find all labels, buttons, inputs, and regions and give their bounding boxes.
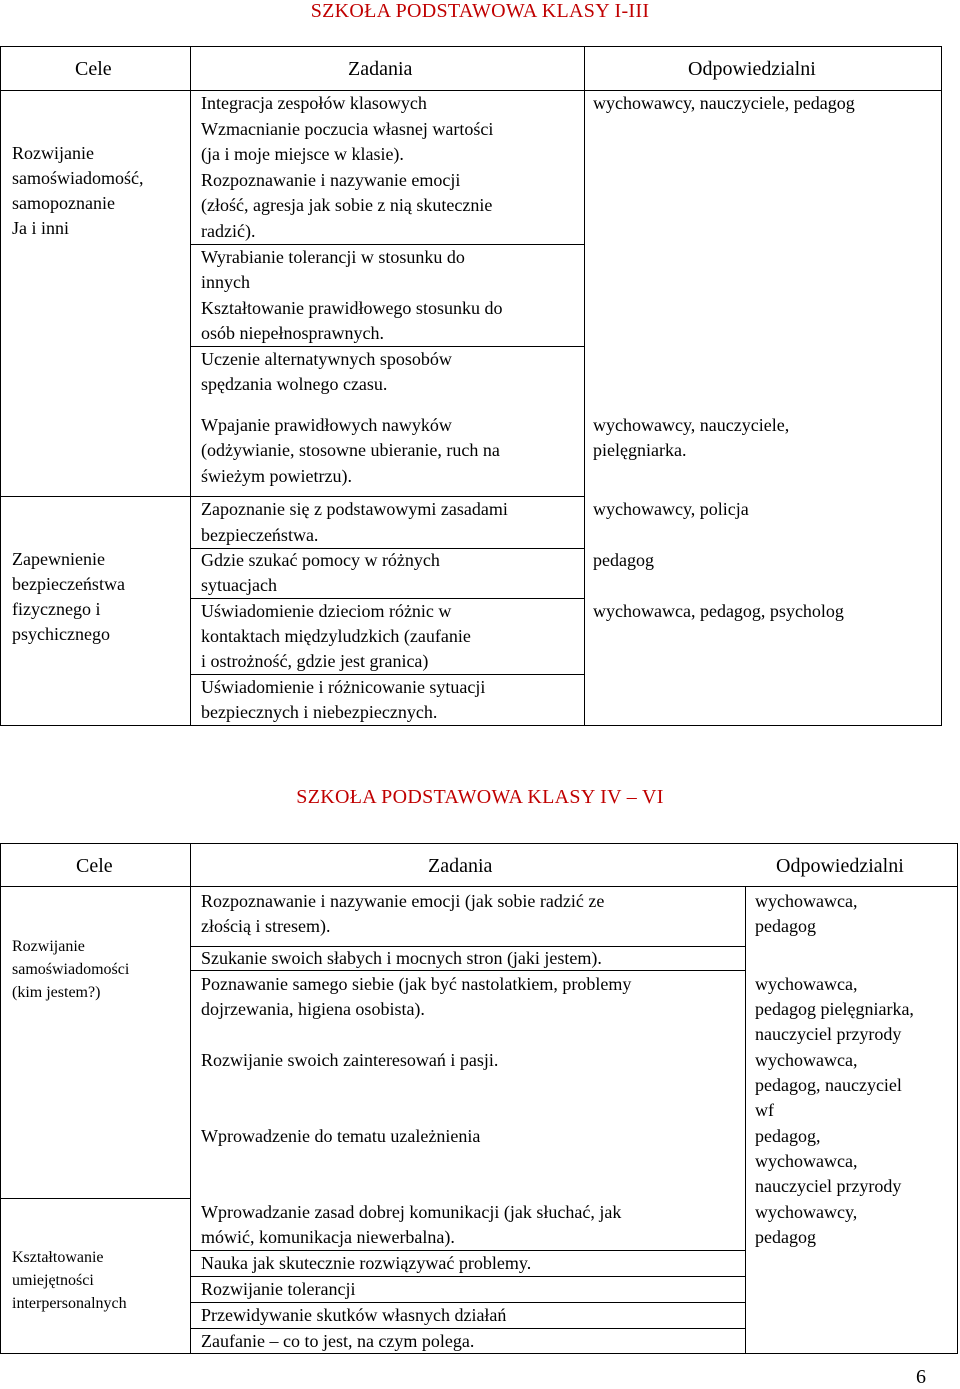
table-1-divider [190,46,191,726]
task-line: Uświadomienie i różnicowanie sytuacji [201,677,486,697]
task-line: świeżym powietrzu). [201,466,352,486]
responsible-line: wychowawcy, policja [593,499,749,519]
goal-line: umiejętności [12,1272,94,1289]
task-line: bezpieczeństwa. [201,525,319,545]
goal-line: interpersonalnych [12,1295,127,1312]
responsible-line: pedagog pielęgniarka, [755,999,914,1019]
section1-title: SZKOŁA PODSTAWOWA KLASY I-III [310,0,650,22]
task-line: Wprowadzenie do tematu uzależnienia [201,1126,481,1146]
task-line: Poznawanie samego siebie (jak być nastolatkiem, problemy [201,974,632,994]
goal-line: psychicznego [12,624,110,644]
table-2-divider [190,843,191,1354]
responsible-line: nauczyciel przyrody [755,1176,902,1196]
responsible-line: wychowawcy, nauczyciele, pedagog [593,93,855,113]
responsible-line: wychowawca, pedagog, psycholog [593,601,844,621]
header-goals: Cele [76,855,113,877]
task-line: spędzania wolnego czasu. [201,374,388,394]
goal-line: samopoznanie [12,193,115,213]
responsible-line: nauczyciel przyrody [755,1024,902,1044]
goal-line: Ja i inni [12,218,69,238]
task-line: dojrzewania, higiena osobista). [201,999,425,1019]
task-line: i ostrożność, gdzie jest granica) [201,651,429,671]
goal-line: samoświadomości [12,961,130,978]
task-line: Integracja zespołów klasowych [201,93,427,113]
task-line: Kształtowanie prawidłowego stosunku do [201,298,503,318]
task-line: Wzmacnianie poczucia własnej wartości [201,119,494,139]
task-line: Uczenie alternatywnych sposobów [201,349,452,369]
header-tasks: Zadania [428,855,493,877]
responsible-line: wychowawcy, nauczyciele, [593,415,790,435]
responsible-line: wychowawcy, [755,1202,858,1222]
task-line: Zaufanie – co to jest, na czym polega. [201,1331,475,1351]
task-line: Przewidywanie skutków własnych działań [201,1305,507,1325]
table-2-divider [745,886,746,1354]
task-line: Zapoznanie się z podstawowymi zasadami [201,499,508,519]
responsible-line: wychowawca, [755,891,858,911]
header-goals: Cele [75,58,112,80]
task-line: osób niepełnosprawnych. [201,323,384,343]
page-number: 6 [916,1366,926,1388]
table-2-header-rule [0,886,958,887]
goal-line: Rozwijanie [12,938,85,955]
header-responsible: Odpowiedzialni [688,58,816,80]
task-line: (odżywianie, stosowne ubieranie, ruch na [201,440,500,460]
table-1-divider [584,46,585,726]
goal-line: Kształtowanie [12,1249,104,1266]
responsible-line: wychowawca, [755,1050,858,1070]
responsible-line: pedagog [755,916,816,936]
goal-line: bezpieczeństwa [12,574,125,594]
task-line: innych [201,272,250,292]
task-line: Szukanie swoich słabych i mocnych stron (jaki jestem). [201,948,602,968]
task-line: Rozpoznawanie i nazywanie emocji [201,170,461,190]
task-line: Rozwijanie tolerancji [201,1279,356,1299]
table-2-row-rule [0,1198,191,1199]
goal-line: fizycznego i [12,599,101,619]
task-line: Wyrabianie tolerancji w stosunku do [201,247,465,267]
goal-line: Rozwijanie [12,143,94,163]
goal-line: Zapewnienie [12,549,105,569]
task-line: Wpajanie prawidłowych nawyków [201,415,452,435]
task-line: Gdzie szukać pomocy w różnych [201,550,440,570]
task-line: Wprowadzanie zasad dobrej komunikacji (jak słuchać, jak [201,1202,622,1222]
responsible-line: pedagog, nauczyciel [755,1075,902,1095]
table-1-row-rule [0,496,191,497]
header-responsible: Odpowiedzialni [776,855,904,877]
goal-line: (kim jestem?) [12,984,101,1001]
task-line: Uświadomienie dzieciom różnic w [201,601,452,621]
responsible-line: pielęgniarka. [593,440,687,460]
task-line: Rozpoznawanie i nazywanie emocji (jak sobie radzić ze [201,891,605,911]
responsible-line: pedagog [755,1227,816,1247]
task-line: mówić, komunikacja niewerbalna). [201,1227,455,1247]
task-line: (złość, agresja jak sobie z nią skutecznie [201,195,493,215]
section2-title: SZKOŁA PODSTAWOWA KLASY IV – VI [296,786,664,808]
responsible-line: pedagog, [755,1126,821,1146]
table-1 [0,46,942,726]
responsible-line: pedagog [593,550,654,570]
responsible-line: wf [755,1100,774,1120]
responsible-line: wychowawca, [755,1151,858,1171]
header-tasks: Zadania [348,58,413,80]
task-line: Rozwijanie swoich zainteresowań i pasji. [201,1050,499,1070]
task-line: (ja i moje miejsce w klasie). [201,144,404,164]
goal-line: samoświadomość, [12,168,144,188]
task-line: kontaktach międzyludzkich (zaufanie [201,626,471,646]
task-line: złością i stresem). [201,916,331,936]
task-line: sytuacjach [201,575,277,595]
task-line: radzić). [201,221,256,241]
task-line: bezpiecznych i niebezpiecznych. [201,702,438,722]
task-line: Nauka jak skutecznie rozwiązywać problemy. [201,1253,532,1273]
responsible-line: wychowawca, [755,974,858,994]
